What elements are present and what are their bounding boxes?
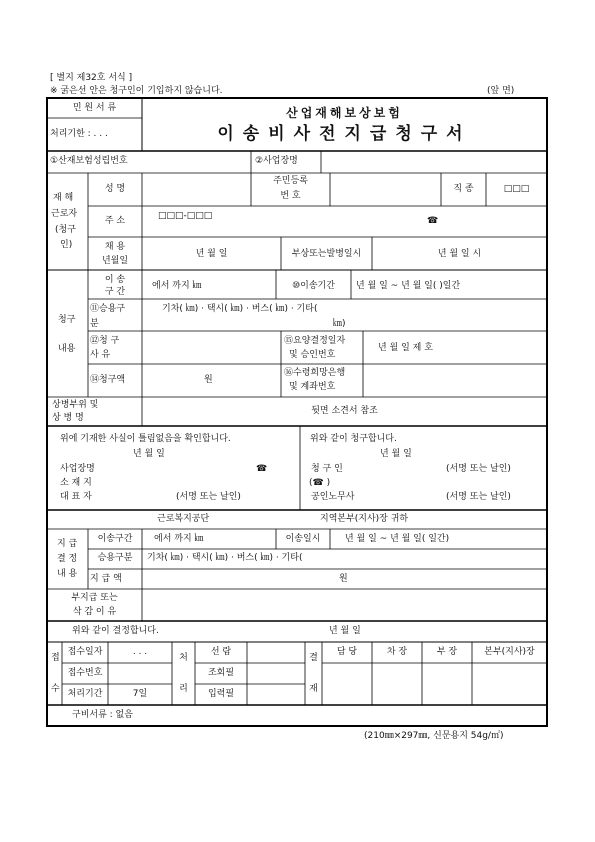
hire-date-label: 년월일 bbox=[101, 256, 129, 266]
decision-section-label: 이송구간 bbox=[97, 534, 133, 544]
decision-amount-unit: 원 bbox=[339, 574, 348, 584]
receipt-number-label: 접수번호 bbox=[67, 668, 103, 678]
rrn-label: 주민등록 bbox=[273, 176, 308, 186]
staff-label: 담 당 bbox=[336, 647, 358, 657]
form-subtitle: 산업재해보상보험 bbox=[286, 106, 403, 120]
reviewed-label: 선 람 bbox=[210, 647, 232, 657]
transport-section-label: 구 간 bbox=[104, 287, 126, 297]
business-name-field: 사업장명 bbox=[60, 464, 95, 474]
approval-value: 년 월 일 제 호 bbox=[378, 343, 433, 353]
hire-date-value: 년 월 일 bbox=[195, 249, 228, 259]
decision-date-value: 년 월 일 ~ 년 월 일( 일간) bbox=[345, 534, 450, 544]
decision-signature-date: 년 월 일 bbox=[329, 626, 361, 636]
approval-label: ⑮요양결정일자 bbox=[284, 336, 346, 346]
receipt-side-label: 수 bbox=[51, 684, 60, 694]
claim-reason-label: 사 유 bbox=[90, 350, 111, 360]
approval-side-label: 재 bbox=[309, 684, 318, 694]
worker-side-label: 인) bbox=[60, 240, 73, 250]
insurance-number-label: ①산재보험성립번호 bbox=[50, 156, 128, 166]
phone-icon: ☎ bbox=[427, 216, 439, 226]
claim-side-label: 내용 bbox=[58, 344, 76, 354]
page-title: 이송비사전지급청구서 bbox=[217, 124, 472, 144]
labor-attorney-signature: (서명 또는 날인) bbox=[446, 492, 511, 502]
claim-date: 년 월 일 bbox=[380, 449, 412, 459]
civil-document-label: 민 원 서 류 bbox=[72, 103, 117, 113]
transport-section-label: 이 송 bbox=[104, 275, 126, 285]
claim-side-label: 청구 bbox=[58, 315, 76, 325]
representative-field: 대 표 자 bbox=[60, 492, 92, 502]
processing-deadline: 처리기한 : . . . bbox=[50, 129, 108, 139]
processing-side-label: 처 bbox=[179, 653, 188, 663]
receipt-side-label: 접 bbox=[51, 653, 60, 663]
address-label: 주 소 bbox=[104, 216, 126, 226]
receipt-date-value: . . . bbox=[132, 647, 148, 657]
claim-statement: 위와 같이 청구합니다. bbox=[310, 434, 397, 444]
worker-side-label: 근로자 bbox=[51, 209, 78, 219]
receipt-date-label: 접수일자 bbox=[67, 647, 103, 657]
claimant-signature: (서명 또는 날인) bbox=[446, 464, 511, 474]
entered-label: 입력필 bbox=[207, 689, 235, 699]
job-label: 직 종 bbox=[453, 184, 474, 194]
branch-head-label: 본부(지사)장 bbox=[484, 647, 535, 657]
claimant-field: 청 구 인 bbox=[311, 464, 343, 474]
decision-vehicle-label: 승용구분 bbox=[97, 553, 133, 563]
vehicle-type-label: 분 bbox=[90, 319, 99, 329]
injury-site-value: 뒷면 소견서 참조 bbox=[311, 406, 378, 416]
confirm-date: 년 월 일 bbox=[133, 449, 165, 459]
job-value: □□□ bbox=[503, 184, 530, 194]
processing-period-label: 처리기간 bbox=[67, 689, 103, 699]
bank-label: ⑯수령희망은행 bbox=[284, 368, 346, 378]
deputy-label: 차 장 bbox=[386, 647, 408, 657]
page-side-label: (앞 면) bbox=[487, 86, 515, 96]
decision-side-label: 결 정 bbox=[57, 554, 78, 564]
vehicle-type-value: 기차( ㎞) · 택시( ㎞) · 버스( ㎞) · 기타( bbox=[162, 304, 318, 314]
recipient-office: 지역본부(지사)장 귀하 bbox=[320, 514, 409, 524]
required-documents: 구비서류 : 없음 bbox=[72, 710, 133, 720]
claim-reason-label: ⑫청 구 bbox=[90, 336, 120, 346]
decision-amount-label: 지 급 액 bbox=[90, 574, 122, 584]
name-label: 성 명 bbox=[104, 184, 126, 194]
vehicle-type-value: ㎞) bbox=[333, 319, 346, 329]
worker-side-label: (청구 bbox=[55, 225, 76, 235]
injury-date-label: 부상또는발병일시 bbox=[291, 249, 362, 259]
manager-label: 부 장 bbox=[436, 647, 458, 657]
bank-label: 및 계좌번호 bbox=[289, 382, 336, 392]
recipient-org: 근로복지공단 bbox=[157, 514, 210, 524]
form-number: [ 별지 제32호 서식 ] bbox=[50, 73, 133, 83]
decision-date-label: 이송일시 bbox=[285, 534, 321, 544]
claim-amount-label: ⑭청구액 bbox=[90, 375, 126, 385]
location-field: 소 재 지 bbox=[60, 478, 92, 488]
representative-signature: (서명 또는 날인) bbox=[176, 492, 241, 502]
labor-attorney-field: 공인노무사 bbox=[311, 492, 355, 502]
transport-section-value: 에서 까지 ㎞ bbox=[152, 281, 202, 291]
paper-spec: (210㎜×297㎜, 신문용지 54g/㎡) bbox=[364, 731, 504, 741]
worker-side-label: 재 해 bbox=[53, 193, 74, 203]
claimant-phone: (☎ ) bbox=[309, 478, 331, 488]
rejection-reason-label: 삭 감 이 유 bbox=[72, 607, 117, 617]
transport-period-label: ⑩이송기간 bbox=[292, 281, 335, 291]
decision-statement: 위와 같이 결정합니다. bbox=[72, 626, 159, 636]
decision-vehicle-value: 기차( ㎞) · 택시( ㎞) · 버스( ㎞) · 기타( bbox=[147, 553, 303, 563]
processing-period-value: 7일 bbox=[132, 689, 148, 699]
injury-date-value: 년 월 일 시 bbox=[437, 249, 482, 259]
checked-label: 조회필 bbox=[207, 668, 235, 678]
injury-site-label: 상 병 명 bbox=[52, 413, 84, 423]
business-name-label: ②사업장명 bbox=[255, 156, 298, 166]
approval-side-label: 결 bbox=[309, 653, 318, 663]
decision-side-label: 내 용 bbox=[57, 569, 78, 579]
decision-side-label: 지 급 bbox=[57, 539, 78, 549]
hire-date-label: 채 용 bbox=[104, 242, 126, 252]
transport-period-value: 년 월 일 ~ 년 월 일( )일간 bbox=[356, 281, 461, 291]
rrn-label: 번 호 bbox=[280, 191, 301, 201]
postal-code: □□□-□□□ bbox=[158, 211, 213, 221]
confirm-statement: 위에 기재한 사실이 틀림없음을 확인합니다. bbox=[60, 434, 231, 444]
instruction-note: ※ 굵은선 안은 청구인이 기입하지 않습니다. bbox=[50, 86, 223, 96]
phone-icon: ☎ bbox=[256, 464, 268, 474]
processing-side-label: 리 bbox=[179, 684, 188, 694]
injury-site-label: 상병부위 및 bbox=[52, 400, 99, 410]
claim-amount-unit: 원 bbox=[204, 375, 213, 385]
approval-label: 및 승인번호 bbox=[289, 350, 336, 360]
vehicle-type-label: ⑪승용구 bbox=[90, 304, 126, 314]
decision-section-value: 에서 까지 ㎞ bbox=[154, 534, 204, 544]
rejection-reason-label: 부지급 또는 bbox=[71, 593, 118, 603]
